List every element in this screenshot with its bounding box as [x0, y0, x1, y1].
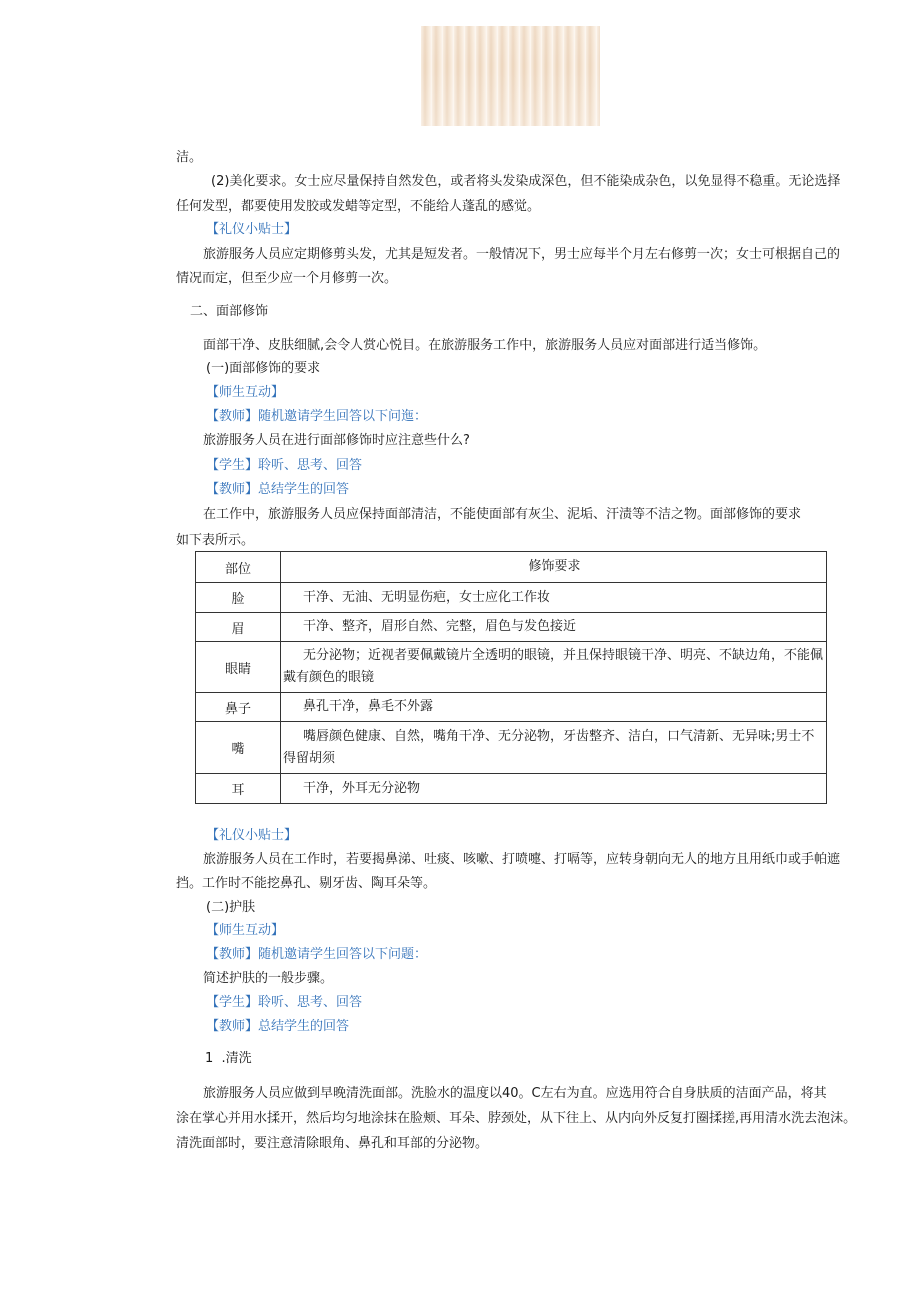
paragraph-line: 如下表所示。 [176, 533, 255, 548]
facial-grooming-table [195, 551, 827, 804]
table-row [196, 613, 827, 642]
cell-requirement [281, 613, 827, 642]
paragraph-line: 清洗面部时，要注意清除眼角、鼻孔和耳部的分泌物。 [176, 1136, 489, 1151]
cell-part: 耳 [196, 774, 281, 804]
cell-text: 干净、整齐，眉形自然、完整，眉色与发色接近 [303, 619, 577, 634]
etiquette-tip-heading: 【礼仪小贴士】 [206, 222, 298, 237]
cell-text: 嘴唇颜色健康、自然，嘴角干净、无分泌物，牙齿整齐、洁白，口气清新、无异味;男士不 [303, 728, 815, 744]
header-decorative-image [421, 26, 600, 126]
cell-text: 无分泌物；近视者要佩戴镜片全透明的眼镜，并且保持眼镜干净、明亮、不缺边角，不能佩 [303, 648, 824, 663]
subsection-heading: (一)面部修饰的要求 [206, 361, 321, 376]
step-heading: 1 .清洗 [205, 1051, 252, 1066]
paragraph-line: 面部干净、皮肤细腻,会令人赏心悦目。在旅游服务工作中，旅游服务人员应对面部进行适当修饰。 [203, 338, 767, 353]
cell-text: 干净、无油、无明显伤疤，女士应化工作妆 [303, 589, 551, 605]
beautify-requirement-line: (2)美化要求。女士应尽量保持自然发色，或者将头发染成深色，但不能染成杂色，以免显得不稳重。无论选择 [211, 174, 841, 189]
table-row [196, 722, 827, 774]
section-heading: 二、面部修饰 [190, 304, 269, 319]
teacher-summary: 【教师】总结学生的回答 [206, 1019, 350, 1034]
interaction-heading: 【师生互动】 [206, 923, 285, 938]
cell-requirement [281, 774, 827, 804]
cell-requirement [281, 642, 827, 693]
student-line: 【学生】聆听、思考、回答 [206, 995, 363, 1010]
cell-text: 干净，外耳无分泌物 [303, 780, 421, 796]
table-header-row [196, 552, 827, 583]
cell-part: 眉 [196, 613, 281, 642]
paragraph-line: 旅游服务人员应定期修剪头发，尤其是短发者。一般情况下，男士应每半个月左右修剪一次；女士可根据自己的 [203, 247, 841, 262]
paragraph-line: 挡。工作时不能挖鼻孔、剔牙齿、陶耳朵等。 [176, 876, 437, 891]
table-row [196, 774, 827, 804]
cell-part: 鼻子 [196, 693, 281, 722]
paragraph-line: 涂在掌心并用水揉开，然后均匀地涂抹在脸颊、耳朵、脖颈处，从下往上、从内向外反复打圈揉搓,再用清水洗去泡沫。 [176, 1111, 857, 1126]
header-requirement: 修饰要求 [281, 552, 827, 583]
paragraph-line: 情况而定，但至少应一个月修剪一次。 [176, 271, 398, 286]
paragraph-line: 任何发型，都要使用发胶或发蜡等定型，不能给人蓬乱的感觉。 [176, 199, 541, 214]
interaction-heading: 【师生互动】 [206, 385, 285, 400]
table-row [196, 693, 827, 722]
question-line: 简述护肤的一般步骤。 [203, 971, 334, 986]
cell-text: 鼻孔干净，鼻毛不外露 [303, 699, 434, 714]
table-row [196, 642, 827, 693]
student-line: 【学生】聆听、思考、回答 [206, 458, 363, 473]
cell-text-continued: 得留胡须 [283, 750, 336, 766]
paragraph-line: 在工作中，旅游服务人员应保持面部清洁，不能使面部有灰尘、泥垢、汗渍等不洁之物。面部修饰的要求 [203, 507, 802, 522]
question-line: 旅游服务人员在进行面部修饰时应注意些什么? [203, 433, 470, 448]
paragraph-line: 旅游服务人员在工作时，若要揭鼻涕、吐痰、咳嗽、打喷嚏、打嗝等，应转身朝向无人的地方且用纸巾或手帕遮 [203, 852, 841, 867]
cell-part: 脸 [196, 583, 281, 613]
table-row [196, 583, 827, 613]
teacher-summary: 【教师】总结学生的回答 [206, 482, 350, 497]
teacher-prompt: 【教师】随机邀请学生回答以下问迤： [206, 409, 428, 424]
cell-part: 嘴 [196, 722, 281, 774]
etiquette-tip-heading: 【礼仪小贴士】 [206, 828, 298, 843]
cell-requirement [281, 722, 827, 774]
teacher-prompt: 【教师】随机邀请学生回答以下问题： [206, 947, 428, 962]
header-part: 部位 [196, 552, 281, 583]
cell-requirement [281, 583, 827, 613]
paragraph-line: 洁。 [176, 150, 203, 165]
paragraph-line: 旅游服务人员应做到早晚清洗面部。洗脸水的温度以40。C左右为直。应选用符合自身肤质的洁面产品，将其 [203, 1086, 827, 1101]
subsection-heading: (二)护肤 [206, 900, 256, 915]
cell-part: 眼睛 [196, 642, 281, 693]
cell-requirement [281, 693, 827, 722]
cell-text-continued: 戴有颜色的眼镜 [283, 670, 375, 685]
